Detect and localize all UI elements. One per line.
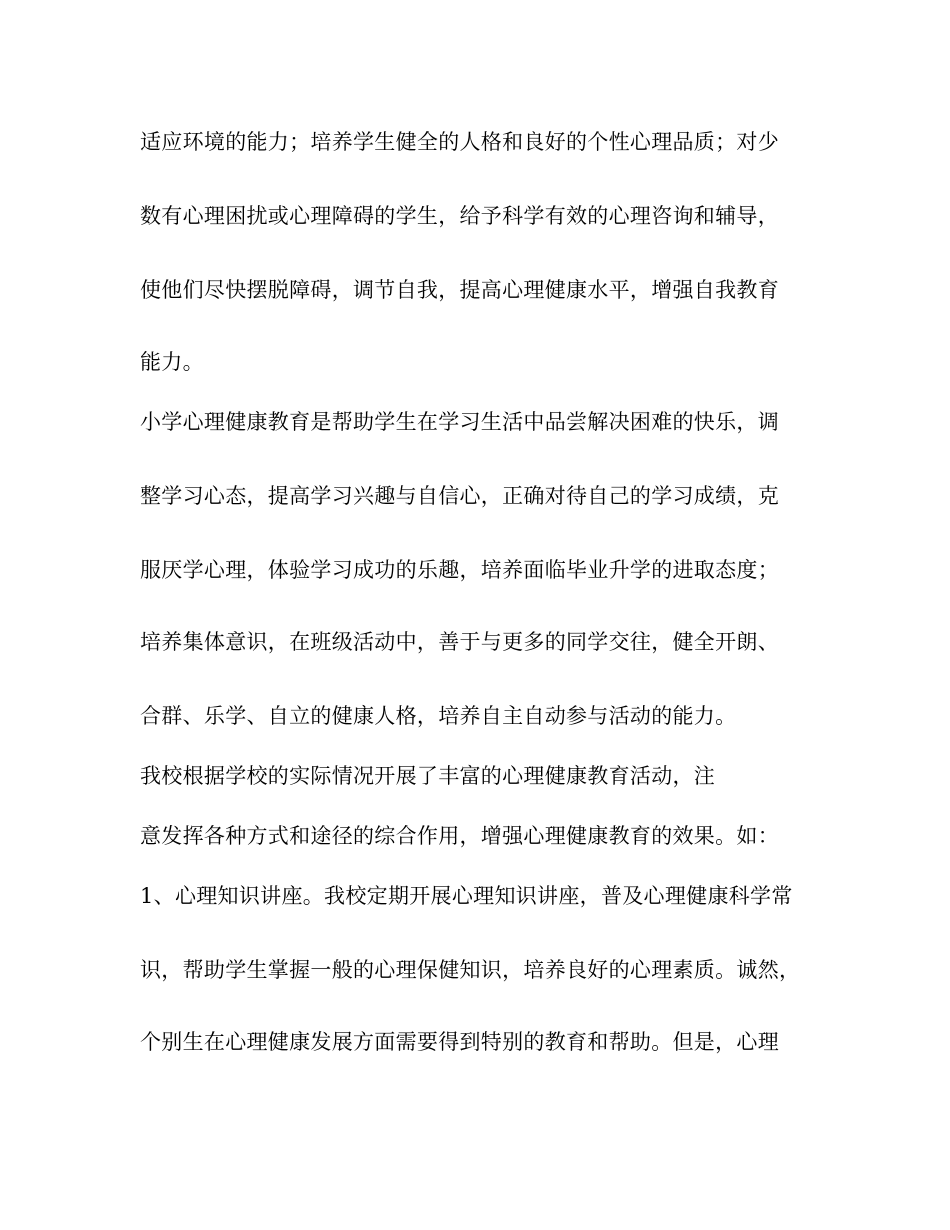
paragraph-line: 意发挥各种方式和途径的综合作用，增强心理健康教育的效果。如： xyxy=(140,824,779,848)
paragraph-line: 使他们尽快摆脱障碍，调节自我，提高心理健康水平，增强自我教育 xyxy=(140,278,779,302)
paragraph-line: 能力。 xyxy=(140,350,204,374)
paragraph-line: 培养集体意识，在班级活动中，善于与更多的同学交往，健全开朗、 xyxy=(140,630,779,654)
paragraph-line: 小学心理健康教育是帮助学生在学习生活中品尝解决困难的快乐，调 xyxy=(140,410,779,434)
paragraph-line: 合群、乐学、自立的健康人格，培养自主自动参与活动的能力。 xyxy=(140,704,737,728)
paragraph-line: 我校根据学校的实际情况开展了丰富的心理健康教育活动，注 xyxy=(140,764,716,788)
paragraph-line: 数有心理困扰或心理障碍的学生，给予科学有效的心理咨询和辅导， xyxy=(140,204,779,228)
paragraph-line: 识，帮助学生掌握一般的心理保健知识，培养良好的心理素质。诚然， xyxy=(140,958,801,982)
paragraph-line: 服厌学心理，体验学习成功的乐趣，培养面临毕业升学的进取态度； xyxy=(140,558,779,582)
paragraph-line: 适应环境的能力；培养学生健全的人格和良好的个性心理品质；对少 xyxy=(140,130,779,154)
paragraph-line: 1、心理知识讲座。我校定期开展心理知识讲座，普及心理健康科学常 xyxy=(140,884,793,908)
paragraph-line: 整学习心态，提高学习兴趣与自信心，正确对待自己的学习成绩，克 xyxy=(140,484,779,508)
paragraph-line: 个别生在心理健康发展方面需要得到特别的教育和帮助。但是，心理 xyxy=(140,1030,779,1054)
